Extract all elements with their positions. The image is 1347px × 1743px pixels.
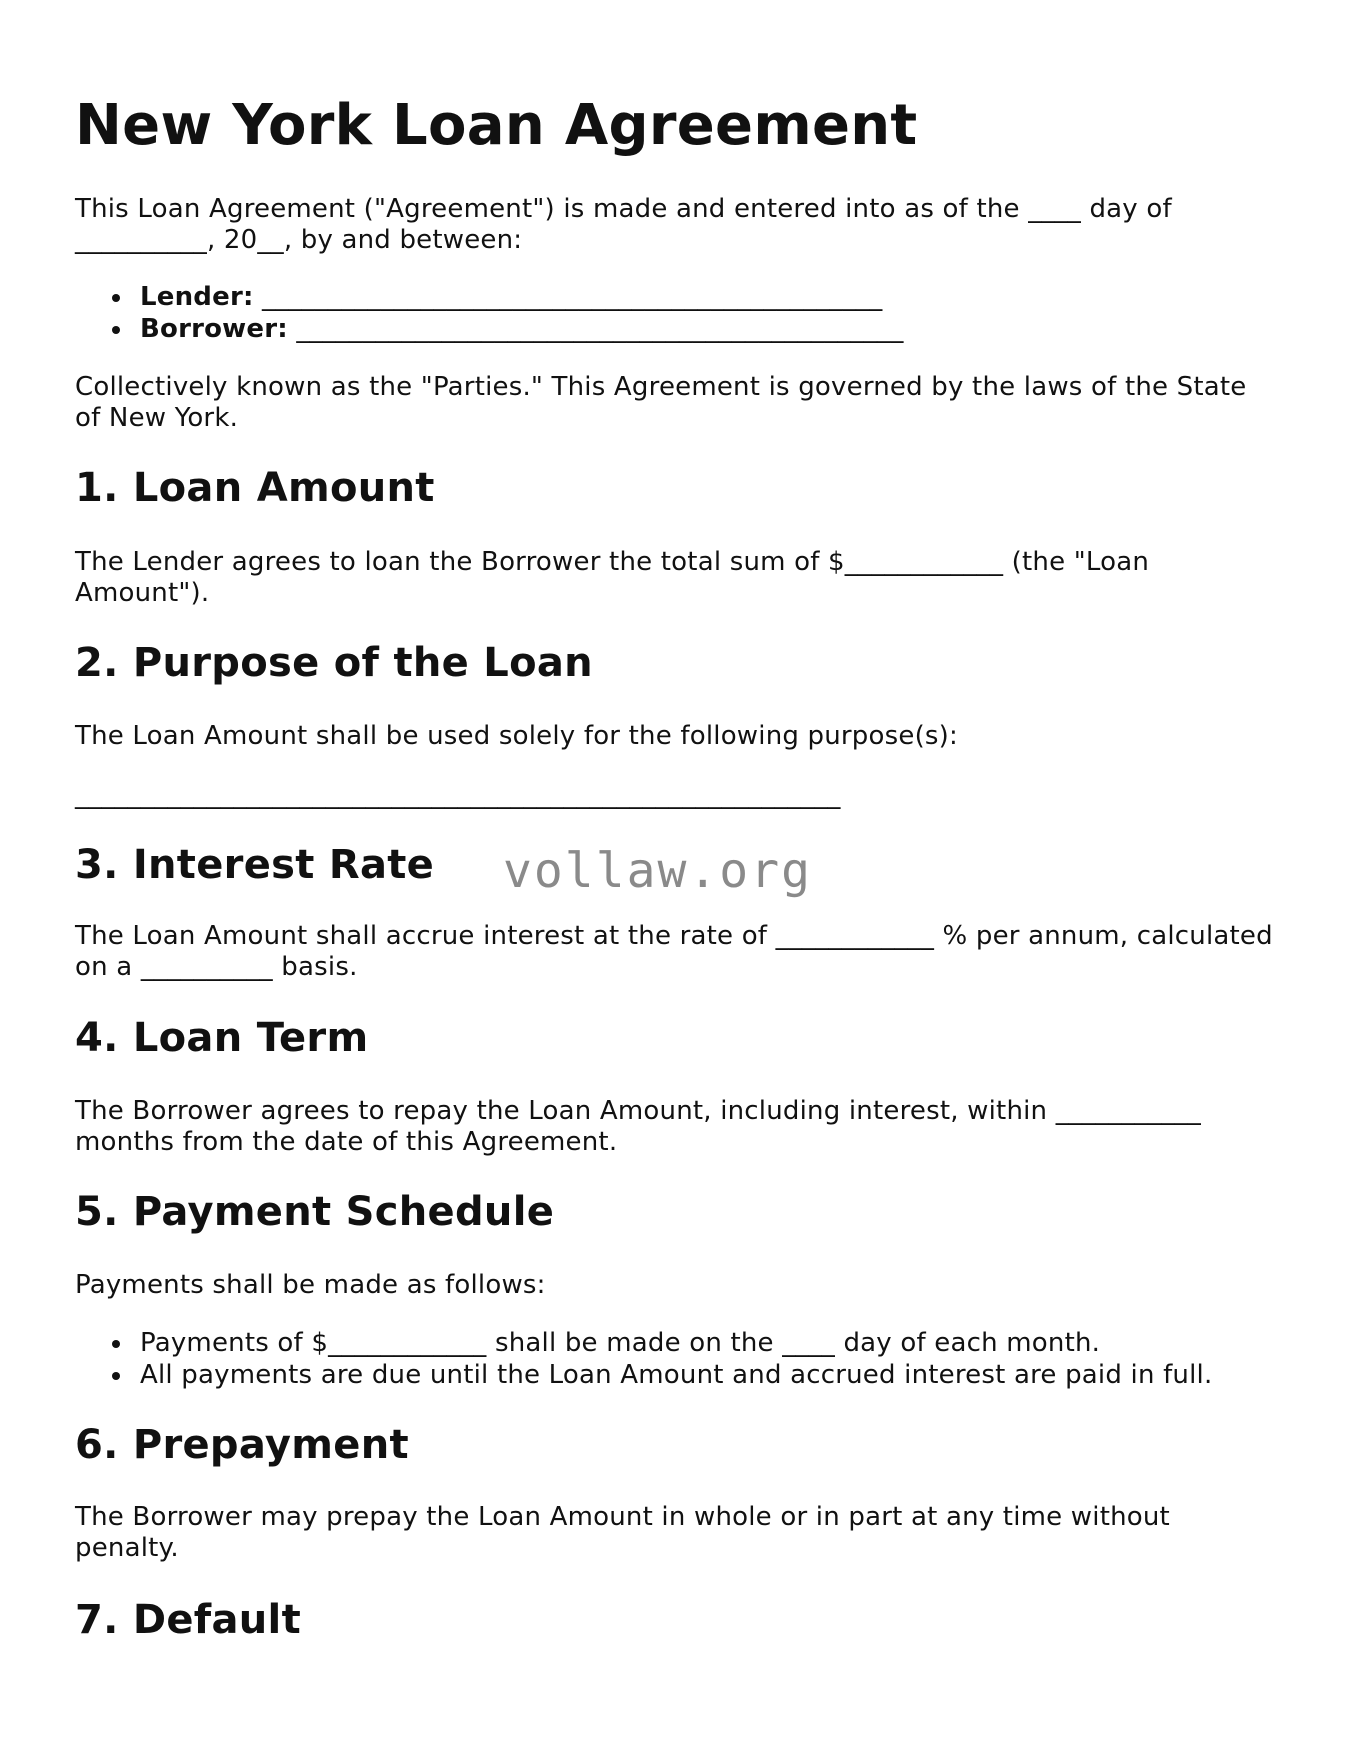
section-heading-prepayment: 6. Prepayment	[75, 1422, 409, 1468]
parties-list	[75, 281, 904, 345]
list-item: Payments of $____________ shall be made on the ____ day of each month.	[75, 1327, 1212, 1359]
section-heading-payment-schedule: 5. Payment Schedule	[75, 1189, 555, 1235]
section-heading-loan-amount: 1. Loan Amount	[75, 465, 435, 511]
list-item	[75, 313, 904, 345]
purpose-blank-line: __________________________________________________________	[75, 780, 841, 810]
list-item: All payments are due until the Loan Amount and accrued interest are paid in full.	[75, 1359, 1212, 1391]
watermark: vollaw.org	[503, 843, 812, 899]
section-heading-interest-rate: 3. Interest Rate	[75, 842, 435, 888]
section-heading-default: 7. Default	[75, 1597, 301, 1643]
section-text-prepayment: The Borrower may prepay the Loan Amount in whole or in part at any time without penalty.	[75, 1502, 1170, 1563]
payment-list	[75, 1327, 1212, 1391]
borrower-label: Borrower:	[140, 314, 288, 344]
section-text-loan-amount: The Lender agrees to loan the Borrower the total sum of $____________ (the "Loan Amount").	[75, 547, 1150, 608]
lender-label: Lender:	[140, 282, 254, 312]
section-text-payment-schedule: Payments shall be made as follows:	[75, 1270, 546, 1300]
section-text-loan-term: The Borrower agrees to repay the Loan Amount, including interest, within ___________ months from the date of this Agreement.	[75, 1096, 1201, 1157]
section-text-purpose: The Loan Amount shall be used solely for the following purpose(s):	[75, 721, 958, 751]
list-item	[75, 281, 904, 313]
collective-paragraph: Collectively known as the "Parties." This Agreement is governed by the laws of the State of New York.	[75, 372, 1247, 433]
section-heading-purpose: 2. Purpose of the Loan	[75, 640, 593, 686]
section-text-interest-rate: The Loan Amount shall accrue interest at the rate of ____________ % per annum, calculated on a __________ basis.	[75, 921, 1273, 982]
lender-blank: _______________________________________________	[262, 282, 883, 312]
page-title: New York Loan Agreement	[75, 93, 918, 158]
intro-paragraph: This Loan Agreement ("Agreement") is made and entered into as of the ____ day of __________, 20__, by and between:	[75, 194, 1172, 255]
section-heading-loan-term: 4. Loan Term	[75, 1015, 369, 1061]
borrower-blank: ______________________________________________	[296, 314, 904, 344]
